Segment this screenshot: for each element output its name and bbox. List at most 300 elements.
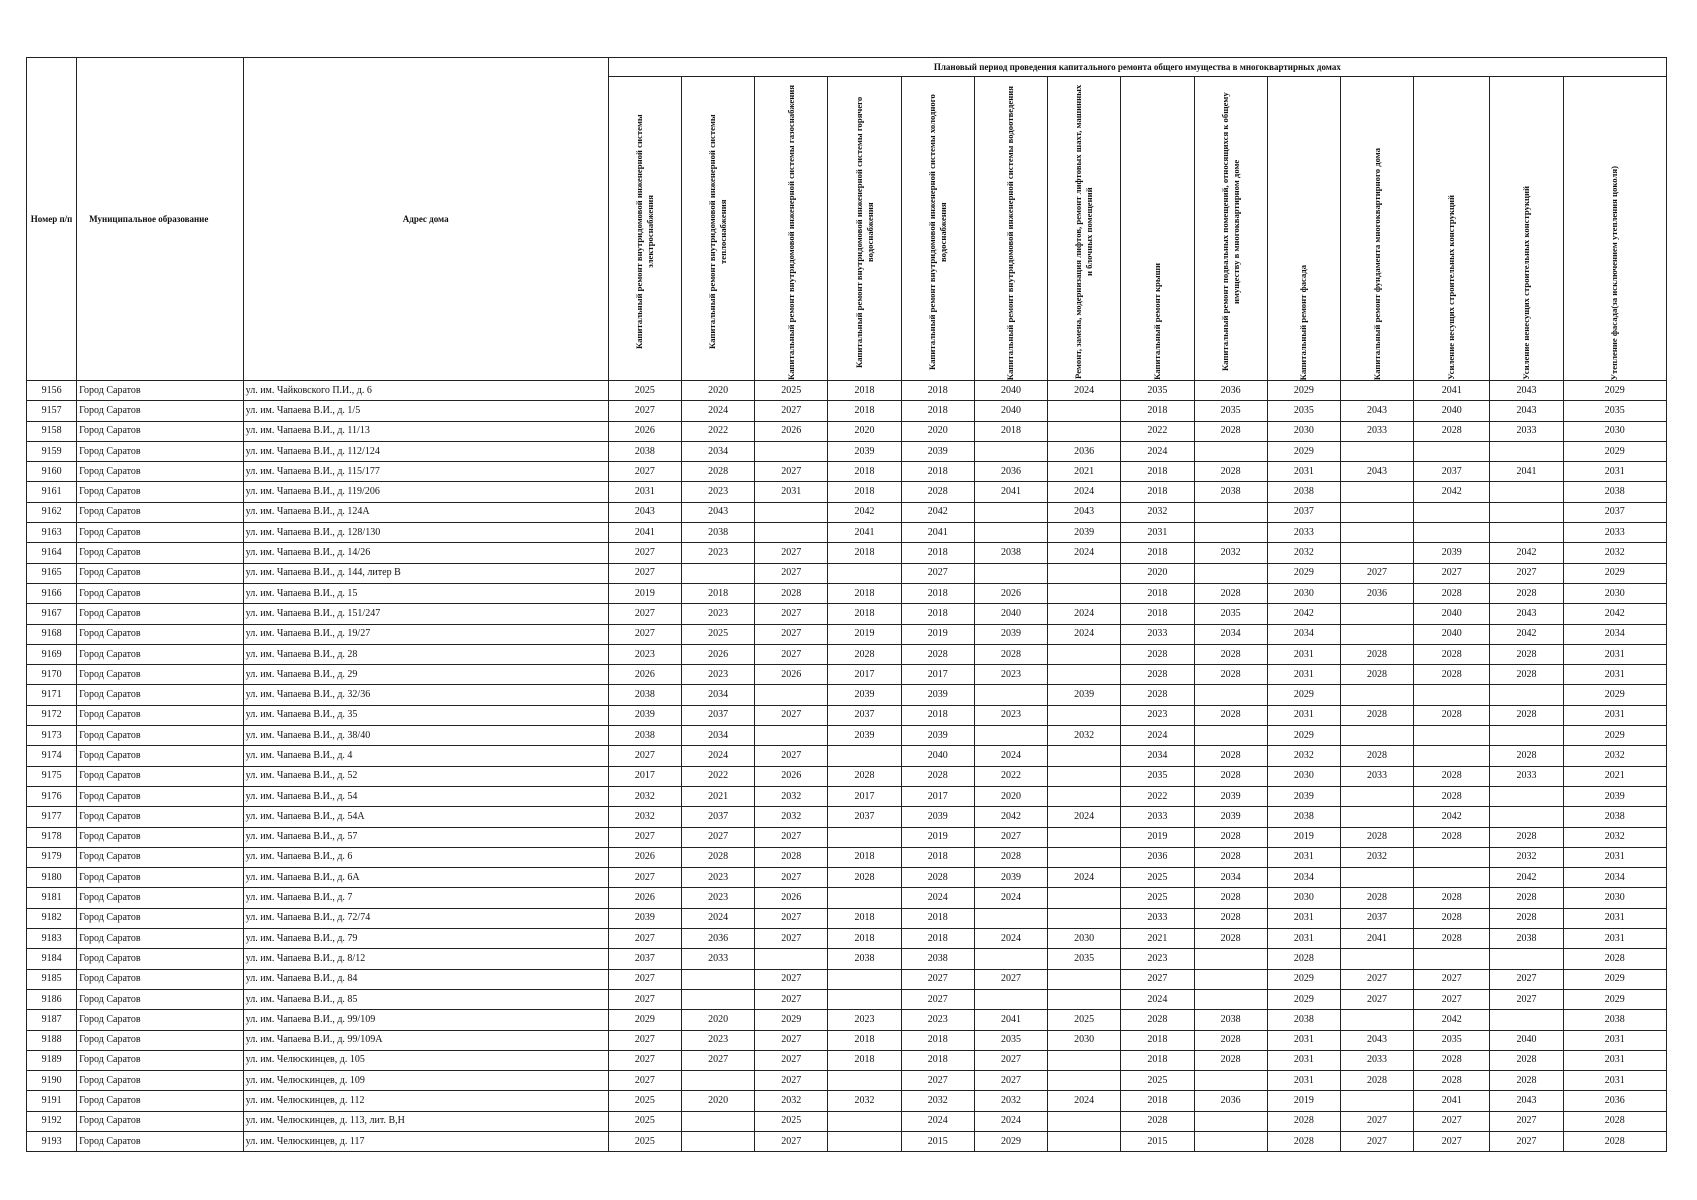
municipality-cell: Город Саратов [77, 746, 244, 766]
year-cell: 2038 [1194, 1010, 1267, 1030]
year-cell [828, 969, 901, 989]
year-cell [1194, 563, 1267, 583]
year-cell: 2028 [755, 847, 828, 867]
year-cell [1414, 949, 1490, 969]
year-cell: 2024 [1121, 441, 1194, 461]
municipality-cell: Город Саратов [77, 726, 244, 746]
year-cell: 2042 [974, 807, 1047, 827]
header-work-type [974, 77, 1047, 381]
year-cell [1414, 847, 1490, 867]
year-cell: 2024 [1048, 1091, 1121, 1111]
year-cell: 2021 [1121, 929, 1194, 949]
year-cell [974, 908, 1047, 928]
year-cell: 2028 [1121, 685, 1194, 705]
year-cell: 2039 [901, 685, 974, 705]
row-number-cell: 9183 [27, 929, 77, 949]
year-cell: 2018 [828, 482, 901, 502]
year-cell: 2033 [1340, 766, 1413, 786]
year-cell: 2039 [901, 441, 974, 461]
year-cell: 2041 [1414, 381, 1490, 401]
year-cell: 2030 [1048, 1030, 1121, 1050]
year-cell: 2028 [1194, 665, 1267, 685]
year-cell: 2039 [901, 807, 974, 827]
year-cell [1048, 563, 1121, 583]
year-cell: 2030 [1048, 929, 1121, 949]
municipality-cell: Город Саратов [77, 665, 244, 685]
year-cell: 2036 [1340, 583, 1413, 603]
table-row [27, 949, 1667, 969]
year-cell: 2027 [608, 401, 681, 421]
table-row [27, 482, 1667, 502]
year-cell: 2034 [1563, 868, 1666, 888]
year-cell [1340, 502, 1413, 522]
year-cell: 2027 [1340, 1131, 1413, 1151]
row-number-cell: 9179 [27, 847, 77, 867]
year-cell [1490, 685, 1563, 705]
year-cell: 2042 [1563, 604, 1666, 624]
year-cell [1048, 746, 1121, 766]
year-cell: 2023 [974, 705, 1047, 725]
year-cell [1194, 989, 1267, 1009]
year-cell [1340, 441, 1413, 461]
row-number-cell: 9175 [27, 766, 77, 786]
year-cell: 2033 [1490, 766, 1563, 786]
year-cell: 2020 [828, 421, 901, 441]
year-cell: 2029 [755, 1010, 828, 1030]
municipality-cell: Город Саратов [77, 1010, 244, 1030]
year-cell: 2033 [1490, 421, 1563, 441]
year-cell: 2031 [1267, 908, 1340, 928]
year-cell: 2028 [1194, 847, 1267, 867]
address-cell: ул. им. Чапаева В.И., д. 1/5 [243, 401, 608, 421]
row-number-cell: 9192 [27, 1111, 77, 1131]
table-row [27, 1091, 1667, 1111]
year-cell: 2027 [608, 604, 681, 624]
year-cell: 2039 [974, 624, 1047, 644]
row-number-cell: 9172 [27, 705, 77, 725]
year-cell: 2036 [1048, 441, 1121, 461]
year-cell: 2036 [974, 462, 1047, 482]
year-cell: 2034 [1267, 868, 1340, 888]
year-cell: 2035 [1194, 604, 1267, 624]
year-cell: 2032 [1267, 543, 1340, 563]
year-cell: 2025 [1121, 1071, 1194, 1091]
year-cell: 2039 [608, 908, 681, 928]
year-cell: 2027 [1414, 563, 1490, 583]
year-cell: 2027 [1340, 989, 1413, 1009]
municipality-cell: Город Саратов [77, 868, 244, 888]
address-cell: ул. им. Чапаева В.И., д. 19/27 [243, 624, 608, 644]
table-row [27, 1071, 1667, 1091]
year-cell: 2022 [1121, 421, 1194, 441]
municipality-cell: Город Саратов [77, 604, 244, 624]
year-cell: 2031 [1267, 644, 1340, 664]
year-cell: 2028 [828, 644, 901, 664]
year-cell: 2032 [755, 1091, 828, 1111]
year-cell: 2038 [608, 441, 681, 461]
year-cell: 2018 [1121, 583, 1194, 603]
address-cell: ул. им. Чапаева В.И., д. 6А [243, 868, 608, 888]
address-cell: ул. им. Чапаева В.И., д. 29 [243, 665, 608, 685]
header-work-type-label: Капитальный ремонт внутридомовой инженерной системы электроснабжения [633, 114, 655, 350]
year-cell: 2028 [1490, 665, 1563, 685]
year-cell: 2025 [1121, 868, 1194, 888]
header-work-type-label: Капитальный ремонт подвальных помещений, относящихся к общему имуществу в многоквартирном доме [1219, 92, 1241, 372]
year-cell: 2032 [828, 1091, 901, 1111]
year-cell: 2028 [1340, 644, 1413, 664]
year-cell: 2038 [828, 949, 901, 969]
year-cell: 2028 [974, 644, 1047, 664]
year-cell: 2027 [755, 1071, 828, 1091]
address-cell: ул. им. Чапаева В.И., д. 8/12 [243, 949, 608, 969]
year-cell [681, 989, 754, 1009]
year-cell: 2023 [1121, 705, 1194, 725]
year-cell: 2029 [1267, 685, 1340, 705]
year-cell [828, 888, 901, 908]
year-cell: 2032 [1048, 726, 1121, 746]
year-cell: 2038 [608, 726, 681, 746]
year-cell: 2028 [1563, 1111, 1666, 1131]
year-cell: 2017 [901, 786, 974, 806]
year-cell: 2028 [1267, 949, 1340, 969]
table-row [27, 868, 1667, 888]
year-cell: 2021 [1563, 766, 1666, 786]
header-address: Адрес дома [243, 58, 608, 381]
table-row [27, 766, 1667, 786]
year-cell [974, 685, 1047, 705]
year-cell: 2037 [608, 949, 681, 969]
year-cell: 2019 [828, 624, 901, 644]
row-number-cell: 9170 [27, 665, 77, 685]
year-cell: 2042 [1414, 482, 1490, 502]
year-cell: 2028 [681, 847, 754, 867]
year-cell: 2028 [681, 462, 754, 482]
year-cell: 2027 [755, 989, 828, 1009]
year-cell: 2028 [1414, 583, 1490, 603]
year-cell: 2028 [1340, 1071, 1413, 1091]
year-cell: 2038 [1194, 482, 1267, 502]
year-cell: 2017 [608, 766, 681, 786]
year-cell [1414, 868, 1490, 888]
year-cell: 2035 [1121, 381, 1194, 401]
municipality-cell: Город Саратов [77, 908, 244, 928]
year-cell: 2024 [974, 888, 1047, 908]
header-work-type [1048, 77, 1121, 381]
year-cell: 2027 [1121, 969, 1194, 989]
year-cell: 2028 [1121, 1010, 1194, 1030]
year-cell: 2018 [1121, 604, 1194, 624]
header-work-type-label: Капитальный ремонт внутридомовой инженерной системы теплоснабжения [707, 114, 729, 350]
row-number-cell: 9176 [27, 786, 77, 806]
year-cell [1414, 726, 1490, 746]
year-cell: 2018 [1121, 1091, 1194, 1111]
municipality-cell: Город Саратов [77, 929, 244, 949]
year-cell: 2032 [608, 807, 681, 827]
year-cell [1048, 644, 1121, 664]
address-cell: ул. им. Челюскинцев, д. 112 [243, 1091, 608, 1111]
year-cell: 2018 [828, 1050, 901, 1070]
address-cell: ул. им. Чапаева В.И., д. 128/130 [243, 523, 608, 543]
year-cell: 2027 [755, 929, 828, 949]
year-cell: 2031 [755, 482, 828, 502]
municipality-cell: Город Саратов [77, 766, 244, 786]
address-cell: ул. им. Чапаева В.И., д. 84 [243, 969, 608, 989]
year-cell: 2039 [828, 685, 901, 705]
year-cell: 2025 [1121, 888, 1194, 908]
year-cell: 2028 [755, 583, 828, 603]
year-cell [974, 523, 1047, 543]
year-cell: 2027 [1340, 969, 1413, 989]
year-cell: 2018 [1121, 462, 1194, 482]
row-number-cell: 9163 [27, 523, 77, 543]
municipality-cell: Город Саратов [77, 827, 244, 847]
year-cell: 2042 [1414, 807, 1490, 827]
year-cell [1340, 381, 1413, 401]
year-cell: 2020 [681, 1010, 754, 1030]
year-cell: 2031 [1267, 1050, 1340, 1070]
year-cell: 2018 [901, 462, 974, 482]
year-cell: 2028 [1121, 644, 1194, 664]
year-cell: 2033 [1121, 624, 1194, 644]
year-cell: 2032 [1267, 746, 1340, 766]
year-cell [1048, 989, 1121, 1009]
year-cell: 2034 [1121, 746, 1194, 766]
year-cell: 2018 [828, 401, 901, 421]
table-row [27, 1111, 1667, 1131]
year-cell: 2028 [1414, 929, 1490, 949]
year-cell [974, 563, 1047, 583]
year-cell [1048, 401, 1121, 421]
address-cell: ул. им. Челюскинцев, д. 105 [243, 1050, 608, 1070]
header-work-type [1414, 77, 1490, 381]
year-cell: 2023 [681, 888, 754, 908]
header-work-type-label: Капитальный ремонт внутридомовой инженерной системы газоснабжения [785, 85, 796, 380]
header-work-type [1267, 77, 1340, 381]
year-cell [1048, 421, 1121, 441]
year-cell: 2027 [1414, 989, 1490, 1009]
header-work-type-label: Капитальный ремонт внутридомовой инженерной системы водоотведения [1005, 85, 1016, 380]
year-cell: 2028 [1414, 644, 1490, 664]
year-cell [974, 726, 1047, 746]
year-cell: 2022 [974, 766, 1047, 786]
year-cell: 2036 [1194, 381, 1267, 401]
year-cell [1048, 827, 1121, 847]
table-row [27, 1050, 1667, 1070]
year-cell: 2018 [828, 908, 901, 928]
year-cell: 2024 [1048, 624, 1121, 644]
year-cell: 2033 [1121, 807, 1194, 827]
year-cell [1048, 1071, 1121, 1091]
year-cell: 2040 [974, 401, 1047, 421]
year-cell: 2043 [1490, 1091, 1563, 1111]
municipality-cell: Город Саратов [77, 1111, 244, 1131]
year-cell: 2022 [681, 766, 754, 786]
address-cell: ул. им. Чапаева В.И., д. 4 [243, 746, 608, 766]
year-cell: 2039 [828, 726, 901, 746]
year-cell: 2042 [901, 502, 974, 522]
year-cell: 2033 [681, 949, 754, 969]
year-cell: 2029 [1563, 381, 1666, 401]
row-number-cell: 9185 [27, 969, 77, 989]
year-cell: 2028 [1194, 827, 1267, 847]
year-cell: 2039 [901, 726, 974, 746]
header-work-type-label: Капитальный ремонт внутридомовой инженерной системы холодного водоснабжения [926, 94, 948, 370]
year-cell: 2036 [681, 929, 754, 949]
year-cell: 2037 [681, 705, 754, 725]
year-cell: 2019 [608, 583, 681, 603]
year-cell: 2031 [1267, 1071, 1340, 1091]
year-cell: 2019 [1121, 827, 1194, 847]
header-work-type-label: Капитальный ремонт фасада [1298, 264, 1309, 380]
year-cell: 2018 [901, 604, 974, 624]
year-cell: 2028 [901, 482, 974, 502]
year-cell: 2027 [608, 989, 681, 1009]
year-cell: 2018 [828, 929, 901, 949]
year-cell: 2043 [608, 502, 681, 522]
year-cell: 2025 [755, 1111, 828, 1131]
row-number-cell: 9180 [27, 868, 77, 888]
year-cell: 2039 [1563, 786, 1666, 806]
municipality-cell: Город Саратов [77, 1050, 244, 1070]
year-cell: 2038 [608, 685, 681, 705]
year-cell: 2031 [1563, 929, 1666, 949]
address-cell: ул. им. Чапаева В.И., д. 144, литер В [243, 563, 608, 583]
year-cell: 2031 [1267, 462, 1340, 482]
year-cell: 2038 [974, 543, 1047, 563]
year-cell: 2027 [608, 929, 681, 949]
year-cell: 2018 [901, 1030, 974, 1050]
year-cell: 2024 [1048, 543, 1121, 563]
year-cell: 2030 [1267, 888, 1340, 908]
year-cell: 2039 [1194, 807, 1267, 827]
year-cell: 2028 [1267, 1131, 1340, 1151]
year-cell: 2037 [1563, 502, 1666, 522]
year-cell: 2032 [1194, 543, 1267, 563]
year-cell [1414, 685, 1490, 705]
year-cell: 2034 [681, 726, 754, 746]
year-cell [1490, 786, 1563, 806]
year-cell: 2015 [901, 1131, 974, 1151]
table-row [27, 705, 1667, 725]
year-cell: 2022 [1121, 786, 1194, 806]
year-cell: 2030 [1563, 583, 1666, 603]
municipality-cell: Город Саратов [77, 523, 244, 543]
year-cell: 2018 [1121, 401, 1194, 421]
municipality-cell: Город Саратов [77, 685, 244, 705]
year-cell: 2041 [1490, 462, 1563, 482]
year-cell: 2018 [901, 705, 974, 725]
address-cell: ул. им. Чапаева В.И., д. 85 [243, 989, 608, 1009]
year-cell: 2028 [1563, 949, 1666, 969]
table-body [27, 381, 1667, 1152]
year-cell [1340, 868, 1413, 888]
year-cell: 2043 [1340, 462, 1413, 482]
year-cell: 2038 [1267, 807, 1340, 827]
year-cell: 2028 [1194, 705, 1267, 725]
address-cell: ул. им. Чапаева В.И., д. 72/74 [243, 908, 608, 928]
municipality-cell: Город Саратов [77, 624, 244, 644]
year-cell: 2028 [1490, 644, 1563, 664]
table-row [27, 786, 1667, 806]
year-cell [1414, 523, 1490, 543]
year-cell: 2023 [681, 868, 754, 888]
year-cell: 2018 [828, 583, 901, 603]
year-cell [828, 563, 901, 583]
year-cell: 2033 [1340, 1050, 1413, 1070]
address-cell: ул. им. Чапаева В.И., д. 7 [243, 888, 608, 908]
year-cell: 2040 [1414, 604, 1490, 624]
year-cell: 2027 [608, 868, 681, 888]
year-cell: 2028 [1490, 746, 1563, 766]
year-cell: 2032 [1563, 543, 1666, 563]
year-cell: 2035 [1267, 401, 1340, 421]
year-cell: 2025 [608, 381, 681, 401]
table-row [27, 807, 1667, 827]
year-cell: 2040 [1414, 401, 1490, 421]
year-cell: 2018 [901, 401, 974, 421]
row-number-cell: 9187 [27, 1010, 77, 1030]
year-cell [1490, 523, 1563, 543]
year-cell: 2028 [1194, 766, 1267, 786]
header-work-type [901, 77, 974, 381]
year-cell: 2043 [1340, 1030, 1413, 1050]
row-number-cell: 9181 [27, 888, 77, 908]
year-cell: 2018 [828, 1030, 901, 1050]
address-cell: ул. им. Чапаева В.И., д. 38/40 [243, 726, 608, 746]
year-cell: 2032 [1563, 746, 1666, 766]
address-cell: ул. им. Чапаева В.И., д. 11/13 [243, 421, 608, 441]
year-cell: 2031 [1563, 644, 1666, 664]
year-cell: 2038 [1563, 482, 1666, 502]
year-cell: 2019 [901, 827, 974, 847]
year-cell: 2040 [1490, 1030, 1563, 1050]
year-cell [1340, 543, 1413, 563]
year-cell: 2027 [681, 1050, 754, 1070]
municipality-cell: Город Саратов [77, 1071, 244, 1091]
year-cell [1194, 1111, 1267, 1131]
year-cell: 2028 [1194, 421, 1267, 441]
year-cell: 2034 [1194, 624, 1267, 644]
address-cell: ул. им. Чапаева В.И., д. 54 [243, 786, 608, 806]
year-cell [681, 969, 754, 989]
year-cell: 2039 [1048, 685, 1121, 705]
year-cell [1194, 726, 1267, 746]
year-cell: 2032 [1563, 827, 1666, 847]
year-cell: 2027 [608, 746, 681, 766]
year-cell: 2027 [974, 969, 1047, 989]
year-cell: 2025 [608, 1111, 681, 1131]
year-cell: 2031 [1267, 665, 1340, 685]
year-cell: 2023 [681, 604, 754, 624]
year-cell: 2018 [828, 381, 901, 401]
year-cell: 2027 [1340, 563, 1413, 583]
table-row [27, 523, 1667, 543]
municipality-cell: Город Саратов [77, 989, 244, 1009]
year-cell: 2028 [1490, 888, 1563, 908]
year-cell: 2032 [901, 1091, 974, 1111]
year-cell: 2025 [608, 1131, 681, 1151]
table-row [27, 685, 1667, 705]
municipality-cell: Город Саратов [77, 401, 244, 421]
row-number-cell: 9173 [27, 726, 77, 746]
year-cell: 2024 [681, 401, 754, 421]
year-cell: 2042 [1490, 868, 1563, 888]
row-number-cell: 9191 [27, 1091, 77, 1111]
year-cell: 2025 [755, 381, 828, 401]
year-cell: 2020 [974, 786, 1047, 806]
year-cell: 2027 [608, 1071, 681, 1091]
year-cell: 2037 [681, 807, 754, 827]
